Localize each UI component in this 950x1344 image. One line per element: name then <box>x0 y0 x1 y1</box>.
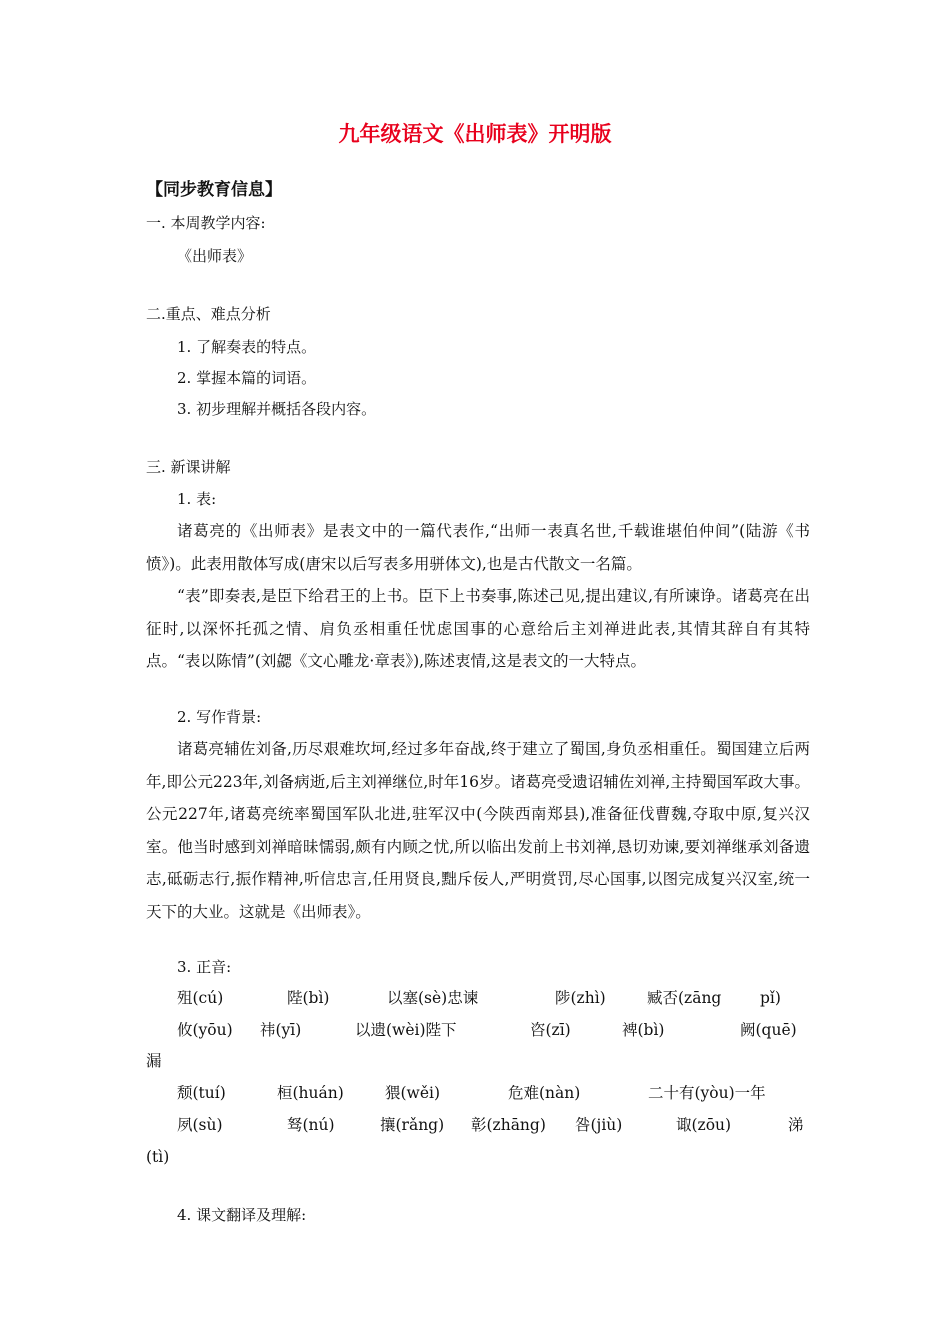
pinyin-item: 攸(yōu) <box>177 1021 233 1039</box>
section-2-item-1: 1. 了解奏表的特点。 <box>177 338 317 356</box>
pinyin-item: 二十有(yòu)一年 <box>648 1084 766 1102</box>
pinyin-item: 阙(quē) <box>740 1021 797 1039</box>
pinyin-item: 咨(zī) <box>530 1021 571 1039</box>
section-1-heading: 一. 本周教学内容: <box>146 214 266 232</box>
section-2-heading: 二.重点、难点分析 <box>146 305 271 323</box>
subsection-4-title: 4. 课文翻译及理解: <box>177 1206 307 1224</box>
pinyin-item: 祎(yī) <box>260 1021 302 1039</box>
pinyin-item: 陟(zhì) <box>555 989 606 1007</box>
section-3-heading: 三. 新课讲解 <box>146 458 231 476</box>
document-title: 九年级语文《出师表》开明版 <box>338 122 612 146</box>
paragraph-biao-definition: 诸葛亮的《出师表》是表文中的一篇代表作,“出师一表真名世,千载谁堪伯仲间”(陆游《书愤》)。此表用散体写成(唐宋以后写表多用骈体文),也是古代散文一名篇。 <box>146 522 810 573</box>
pinyin-item: pǐ) <box>760 989 781 1007</box>
pinyin-item: 危难(nàn) <box>508 1084 581 1102</box>
pinyin-item: 陛(bì) <box>287 989 330 1007</box>
pinyin-item: 彰(zhāng) <box>471 1116 546 1134</box>
pinyin-item: 咎(jiù) <box>575 1116 623 1134</box>
pinyin-item: 猥(wěi) <box>385 1084 440 1102</box>
pinyin-item: 攘(rǎng) <box>380 1116 445 1134</box>
section-2-item-2: 2. 掌握本篇的词语。 <box>177 369 317 387</box>
pinyin-item: 夙(sù) <box>177 1116 223 1134</box>
pinyin-item: 殂(cú) <box>177 989 224 1007</box>
pinyin-item: 漏 <box>146 1052 162 1070</box>
paragraph-background: 诸葛亮辅佐刘备,历尽艰难坎坷,经过多年奋战,终于建立了蜀国,身负丞相重任。蜀国建立后两年,即公元223年,刘备病逝,后主刘禅继位,时年16岁。诸葛亮受遗诏辅佐刘禅,主持蜀国军政大事。公元227年,诸葛亮统率蜀国军队北进,驻军汉中(今陕西南郑县),准备征伐曹魏,夺取中原,复兴汉室。他当时感到刘禅暗昧懦弱,颇有内顾之忧,所以临出发前上书刘禅,恳切劝谏,要刘禅继承刘备遗志,砥砺志行,振作精神,听信忠言,任用贤良,黜斥佞人,严明赏罚,尽心国事,以图完成复兴汉室,统一天下的大业。这就是《出师表》。 <box>146 740 810 921</box>
subsection-1-title: 1. 表: <box>177 490 217 508</box>
pinyin-item: 臧否(zāng <box>647 989 722 1007</box>
pinyin-item: 以遗(wèi)陛下 <box>355 1021 457 1039</box>
pinyin-item: 颓(tuí) <box>177 1084 226 1102</box>
pinyin-item: 驽(nú) <box>287 1116 335 1134</box>
pinyin-item: 诹(zōu) <box>676 1116 732 1134</box>
section-header: 【同步教育信息】 <box>146 180 282 200</box>
pinyin-item: 涕 <box>788 1116 804 1134</box>
section-2-item-3: 3. 初步理解并概括各段内容。 <box>177 400 377 418</box>
paragraph-biao-feature: “表”即奏表,是臣下给君王的上书。臣下上书奏事,陈述己见,提出建议,有所谏诤。诸葛亮在出征时,以深怀托孤之情、肩负丞相重任忧虑国事的心意给后主刘禅进此表,其情其辞自有其特点。“表以陈情”(刘勰《文心雕龙·章表》),陈述衷情,这是表文的一大特点。 <box>146 587 810 670</box>
subsection-3-title: 3. 正音: <box>177 958 232 976</box>
pinyin-item: 以塞(sè)忠谏 <box>387 989 479 1007</box>
pinyin-item: 桓(huán) <box>277 1084 344 1102</box>
subsection-2-title: 2. 写作背景: <box>177 708 262 726</box>
pinyin-item: 裨(bì) <box>622 1021 665 1039</box>
pinyin-item: (tì) <box>146 1148 170 1166</box>
section-1-content: 《出师表》 <box>177 247 253 265</box>
